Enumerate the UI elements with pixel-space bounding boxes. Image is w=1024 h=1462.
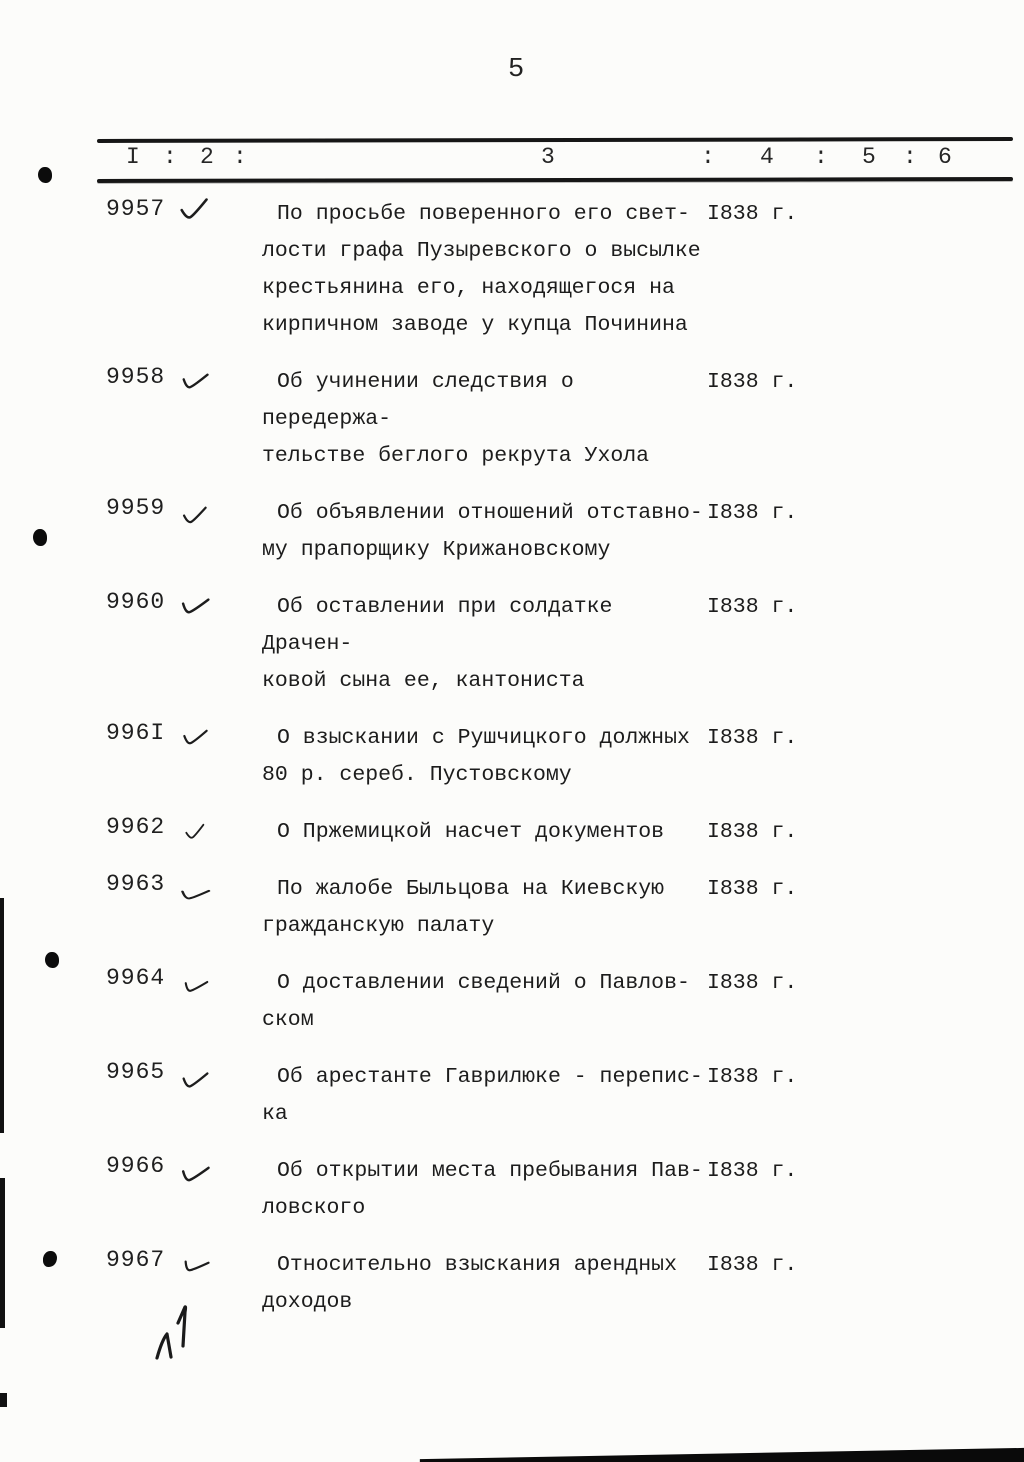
column-header: I <box>126 144 140 170</box>
entry-year: I838 г. <box>707 595 798 619</box>
entry-number: 9963 <box>106 871 166 897</box>
entry-description <box>262 196 712 344</box>
description-line: лости графа Пузыревского о высылке <box>262 239 701 263</box>
table-row <box>0 364 1024 475</box>
scan-edge-artifact <box>0 1393 7 1407</box>
description-line: крестьянина его, находящегося на <box>262 276 675 300</box>
entry-year: I838 г. <box>707 877 798 901</box>
description-line: гражданскую палату <box>262 914 495 938</box>
ink-blot-mark <box>38 167 52 183</box>
description-line: Относительно взыскания арендных <box>277 1253 677 1277</box>
handwritten-check-icon <box>182 727 212 750</box>
entry-number: 9958 <box>106 364 166 390</box>
entry-year: I838 г. <box>707 971 798 995</box>
handwritten-check-icon <box>181 1070 213 1095</box>
entry-year: I838 г. <box>707 1159 798 1183</box>
column-header: 4 <box>760 144 774 170</box>
column-header: : <box>701 144 715 170</box>
table-row <box>0 196 1024 344</box>
page-number: 5 <box>508 55 525 85</box>
handwritten-check-icon <box>181 370 213 395</box>
handwritten-check-icon <box>184 822 211 844</box>
description-line: кирпичном заводе у купца Починина <box>262 313 688 337</box>
column-header: : <box>163 144 177 170</box>
entry-number: 9960 <box>106 589 166 615</box>
table-header-row <box>0 144 1024 178</box>
column-header: : <box>814 144 828 170</box>
description-line: ковой сына ее, кантониста <box>262 669 585 693</box>
handwritten-check-icon <box>182 975 213 1001</box>
entry-year: I838 г. <box>707 1253 798 1277</box>
entry-description <box>262 495 712 569</box>
description-line: Об оставлении при солдатке Драчен- <box>262 595 613 656</box>
table-row <box>0 1059 1024 1133</box>
description-line: О доставлении сведений о Павлов- <box>277 971 690 995</box>
entries-list <box>0 196 1024 1341</box>
entry-number: 9959 <box>106 495 166 521</box>
entry-number: 9962 <box>106 814 166 840</box>
handwritten-note <box>148 1298 208 1393</box>
column-header: : <box>233 144 247 170</box>
ink-blot-mark <box>45 952 59 968</box>
entry-number: 9957 <box>106 196 166 222</box>
scan-edge-artifact <box>0 1446 1024 1462</box>
column-header: 5 <box>862 144 876 170</box>
description-line: ском <box>262 1008 314 1032</box>
entry-year: I838 г. <box>707 1065 798 1089</box>
entry-year: I838 г. <box>707 370 798 394</box>
table-header-top-rule <box>97 137 1013 143</box>
handwritten-check-icon <box>178 196 215 226</box>
description-line: Об открытии места пребывания Пав- <box>277 1159 703 1183</box>
entry-year: I838 г. <box>707 820 798 844</box>
handwritten-note-strokes <box>148 1298 208 1393</box>
entry-number: 9964 <box>106 965 166 991</box>
description-line: По жалобе Быльцова на Киевскую <box>277 877 665 901</box>
description-line: му прапорщику Крижановскому <box>262 538 611 562</box>
table-row <box>0 814 1024 851</box>
table-row <box>0 495 1024 569</box>
entry-description <box>262 364 712 475</box>
entry-description <box>262 814 712 851</box>
description-line: О взыскании с Рушчицкого должных <box>277 726 690 750</box>
scan-edge-artifact <box>0 1178 5 1328</box>
handwritten-check-icon <box>182 505 213 530</box>
entry-number: 9966 <box>106 1153 166 1179</box>
table-header-bottom-rule <box>97 177 1013 183</box>
description-line: тельстве беглого рекрута Ухола <box>262 444 650 468</box>
table-row <box>0 1153 1024 1227</box>
entry-number: 9965 <box>106 1059 166 1085</box>
entry-year: I838 г. <box>707 726 798 750</box>
entry-description <box>262 720 712 794</box>
description-line: ка <box>262 1102 288 1126</box>
entry-year: I838 г. <box>707 501 798 525</box>
description-line: ловского <box>262 1196 366 1220</box>
description-line: доходов <box>262 1290 353 1314</box>
entry-description <box>262 965 712 1039</box>
table-row <box>0 871 1024 945</box>
entry-year: I838 г. <box>707 202 798 226</box>
column-header: 2 <box>200 144 214 170</box>
entry-description <box>262 1059 712 1133</box>
entry-number: 9967 <box>106 1247 166 1273</box>
column-header: 6 <box>938 144 952 170</box>
handwritten-check-icon <box>179 884 215 907</box>
table-row <box>0 965 1024 1039</box>
description-line: Об арестанте Гаврилюке - перепис- <box>277 1065 703 1089</box>
description-line: По просьбе поверенного его свет- <box>277 202 690 226</box>
description-line: Об объявлении отношений отставно- <box>277 501 703 525</box>
handwritten-check-icon <box>179 1162 214 1190</box>
scan-edge-artifact <box>0 898 4 1133</box>
description-line: О Пржемицкой насчет документов <box>277 820 665 844</box>
entry-number: 996I <box>106 720 166 746</box>
entry-description <box>262 1247 712 1321</box>
column-header: : <box>903 144 917 170</box>
table-row <box>0 720 1024 794</box>
description-line: Об учинении следствия о передержа- <box>262 370 574 431</box>
table-row <box>0 589 1024 700</box>
entry-description <box>262 1153 712 1227</box>
description-line: 80 р. сереб. Пустовскому <box>262 763 572 787</box>
column-header: 3 <box>541 144 555 170</box>
entry-description <box>262 589 712 700</box>
handwritten-check-icon <box>180 1253 214 1283</box>
handwritten-check-icon <box>180 594 215 622</box>
entry-description <box>262 871 712 945</box>
ink-blot-mark <box>33 529 47 546</box>
